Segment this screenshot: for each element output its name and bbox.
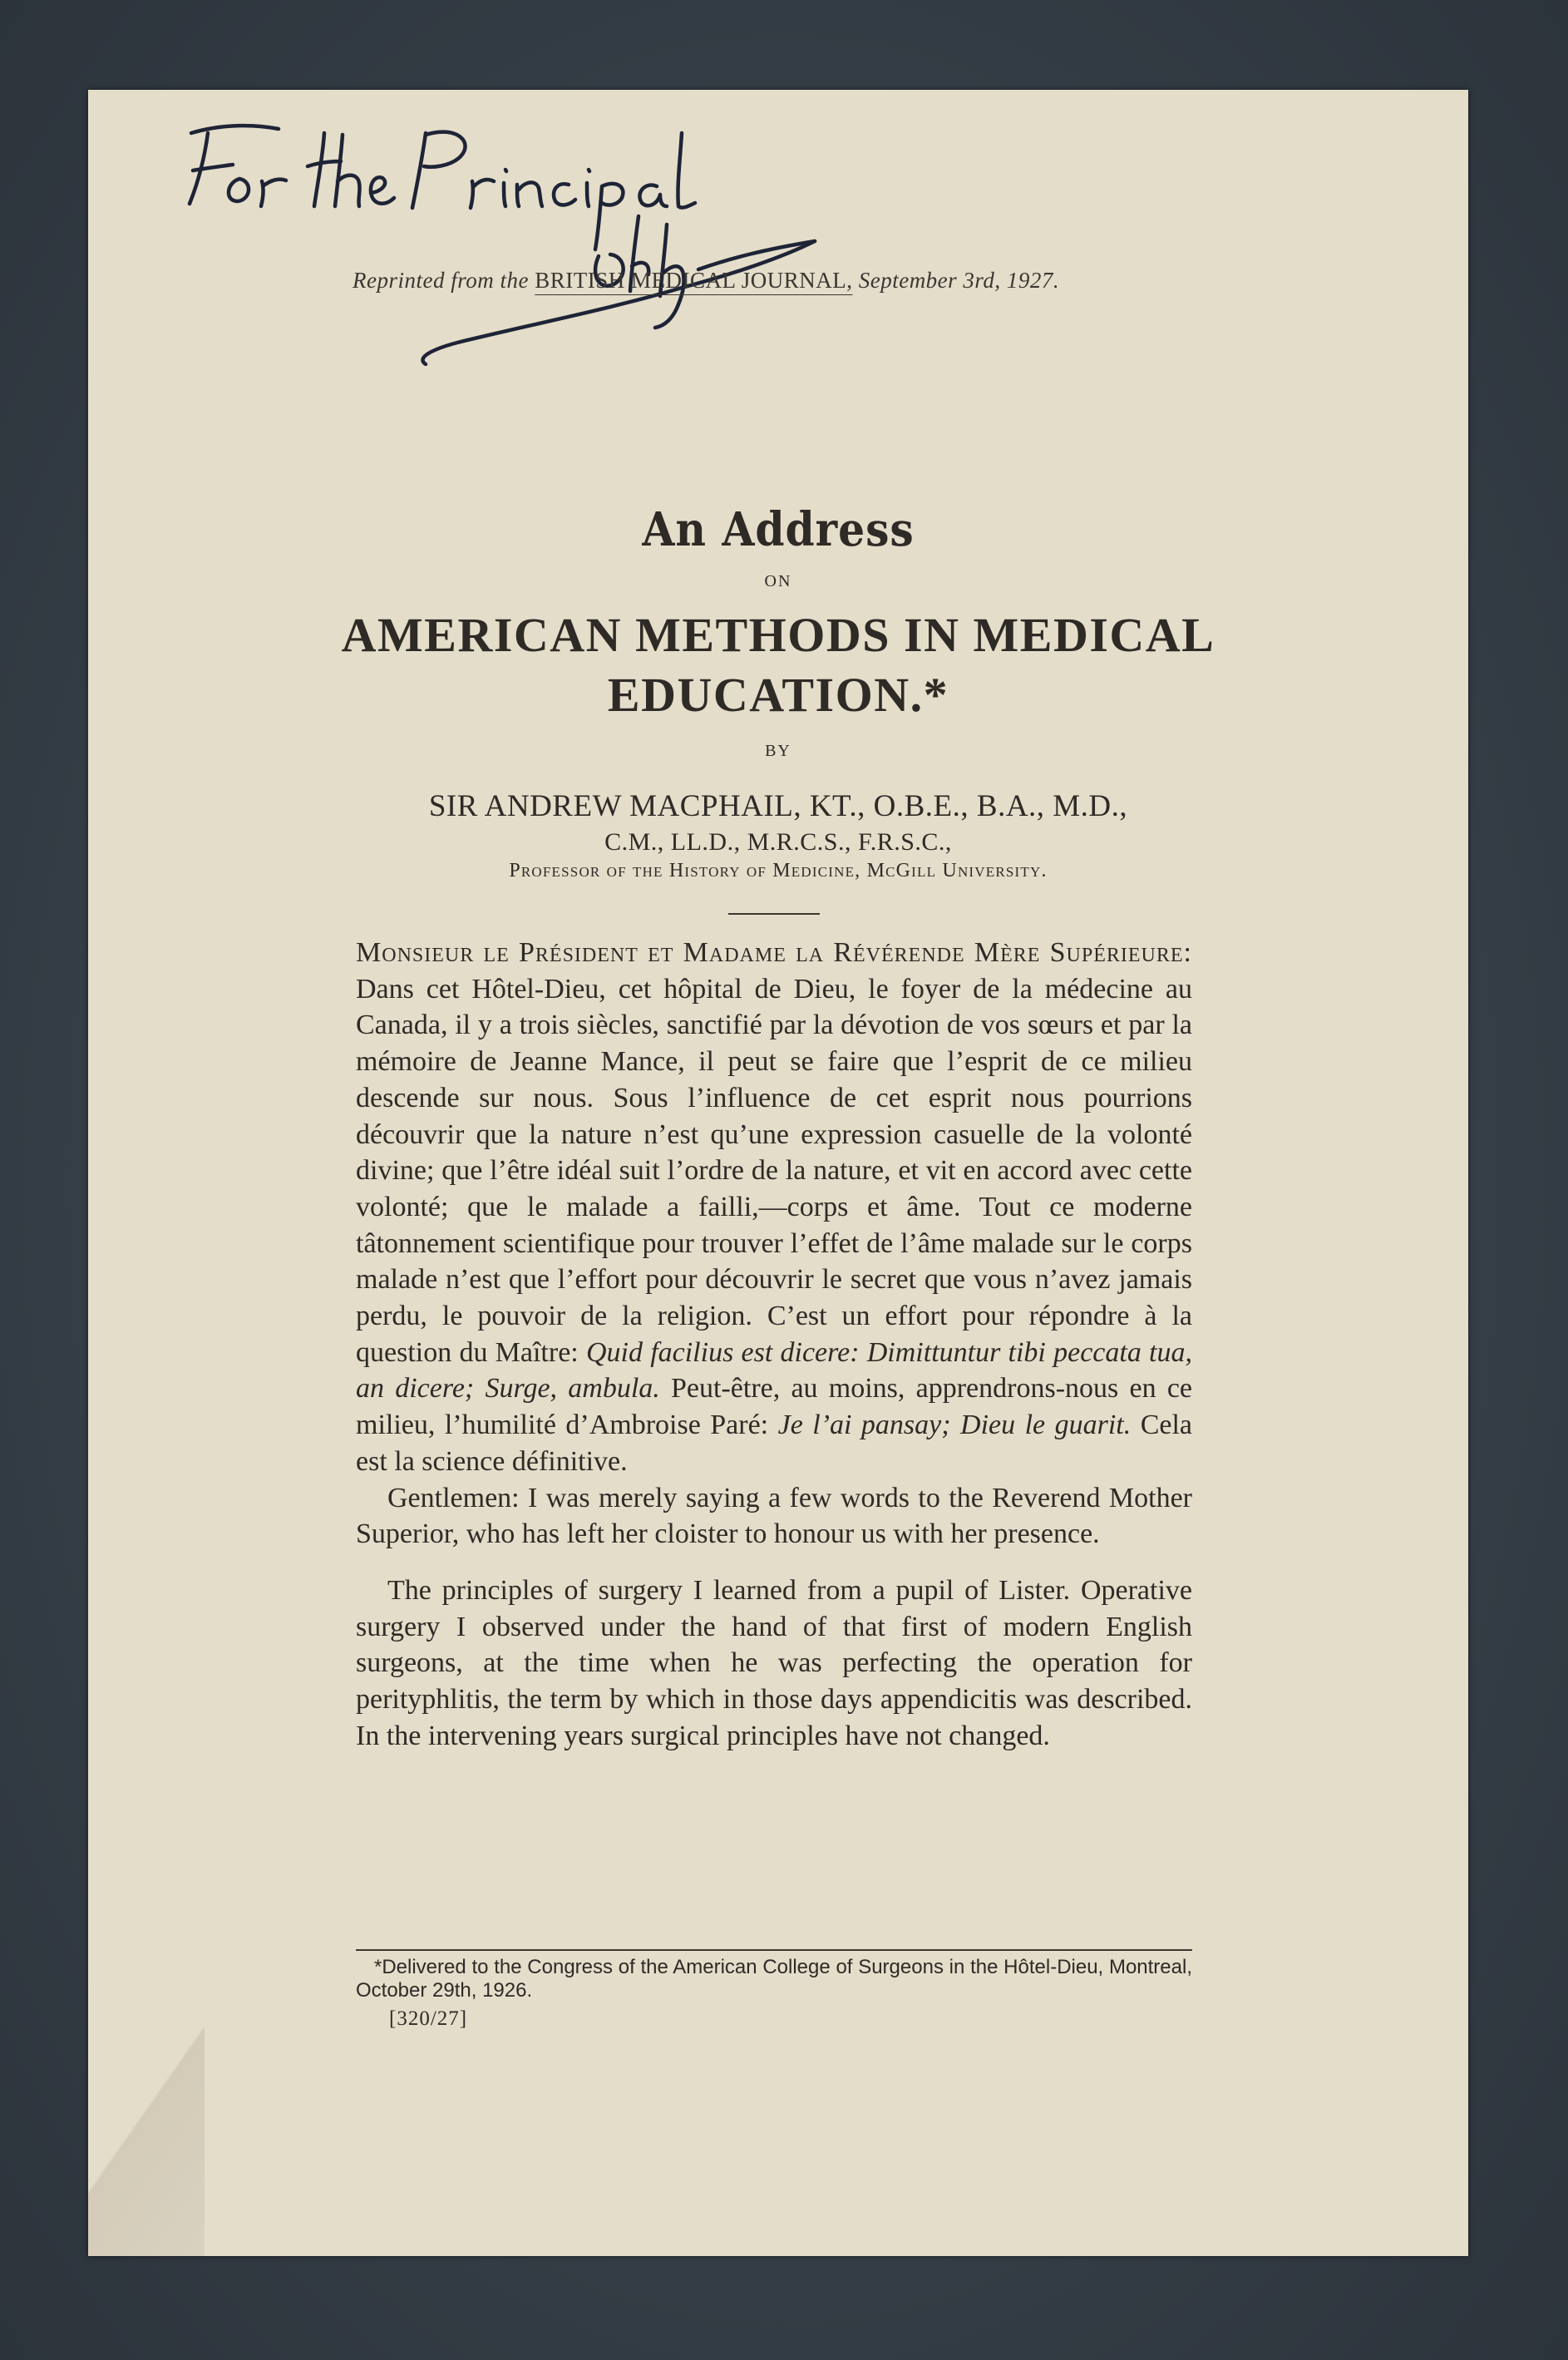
author-degrees: C.M., LL.D., M.R.C.S., F.R.S.C., (604, 828, 952, 856)
latin-quote: Quid facilius est dicere: Dimittuntur tibi peccata tua, an dicere; Surge, ambula. (356, 1336, 1192, 1405)
paragraph-french-text-3: Cela est la science définitive. (356, 1410, 1193, 1477)
author-name: SIR ANDREW MACPHAIL, KT., O.B.E., B.A., M.D., (428, 789, 1128, 823)
title-line-1: AMERICAN METHODS IN MEDICAL (341, 608, 1215, 662)
paragraph-french-text-2: Peut-être, au moins, apprendrons-nous en ce milieu, l’humilité d’Ambroise Paré: (356, 1373, 1192, 1441)
pare-quote: Je l’ai pansay; Dieu le guarit. (777, 1410, 1132, 1441)
reprint-date: September 3rd, 1927. (858, 268, 1060, 293)
footnote: *Delivered to the Congress of the American College of Surgeons in the Hôtel-Dieu, Montreal, October 29th, 1926. (356, 1956, 1192, 2002)
title-line-2: EDUCATION.* (607, 668, 949, 722)
handwritten-annotation (100, 100, 848, 366)
section-divider (728, 913, 820, 915)
salutation: Monsieur le Président et Madame la Révérende Mère Supérieure: (356, 937, 1192, 968)
reprint-prefix: Reprinted from the (353, 268, 529, 293)
on-label: ON (764, 572, 792, 590)
address-heading: An Address (642, 502, 915, 557)
author-professorship: Professor of the History of Medicine, McGill University. (509, 860, 1048, 881)
paragraph-french-text-1: Dans cet Hôtel-Dieu, cet hôpital de Dieu, le foyer de la médecine au Canada, il y a trois siècles, sanctifié par la dévotion de vos sœurs et par la mémoire de Jeanne Mance, il peut se faire que l’esprit de ce milieu descende sur nous. Sous l’influence de cet esprit nous pourrions découvrir que la nature n’est qu’une expression casuelle de la volonté divine; que l’être idéal suit l’ordre de la nature, et vit en accord avec cette volonté; que le malade a failli,—corps et âme. Tout ce moderne tâtonnement scientifique pour trouver l’effet de l’âme malade sur le corps malade n’est que l’effort pour découvrir le secret que vous n’avez jamais perdu, le pouvoir de la religion. C’est un effort pour répondre à la question du Maître: (356, 973, 1192, 1368)
paragraph-surgery: The principles of surgery I learned from a pupil of Lister. Operative surgery I observed under the hand of that first of modern English surgeons, at the time when he was perfecting the operation for perityphlitis, the term by which in those days appendicitis was described. In the intervening years surgical principles have not changed. (356, 1574, 1192, 1751)
paragraph-gentlemen: Gentlemen: I was merely saying a few words to the Reverend Mother Superior, who has left her cloister to honour us with her presence. (356, 1482, 1192, 1550)
document-title (88, 605, 1468, 725)
footnote-divider (356, 1949, 1192, 1951)
body-text (356, 935, 1192, 1754)
document-code: [320/27] (389, 2007, 468, 2030)
journal-name: BRITISH MEDICAL JOURNAL, (535, 268, 853, 293)
reprint-notice (353, 268, 1201, 294)
by-label: BY (765, 742, 791, 760)
paragraph-french (356, 935, 1192, 1480)
